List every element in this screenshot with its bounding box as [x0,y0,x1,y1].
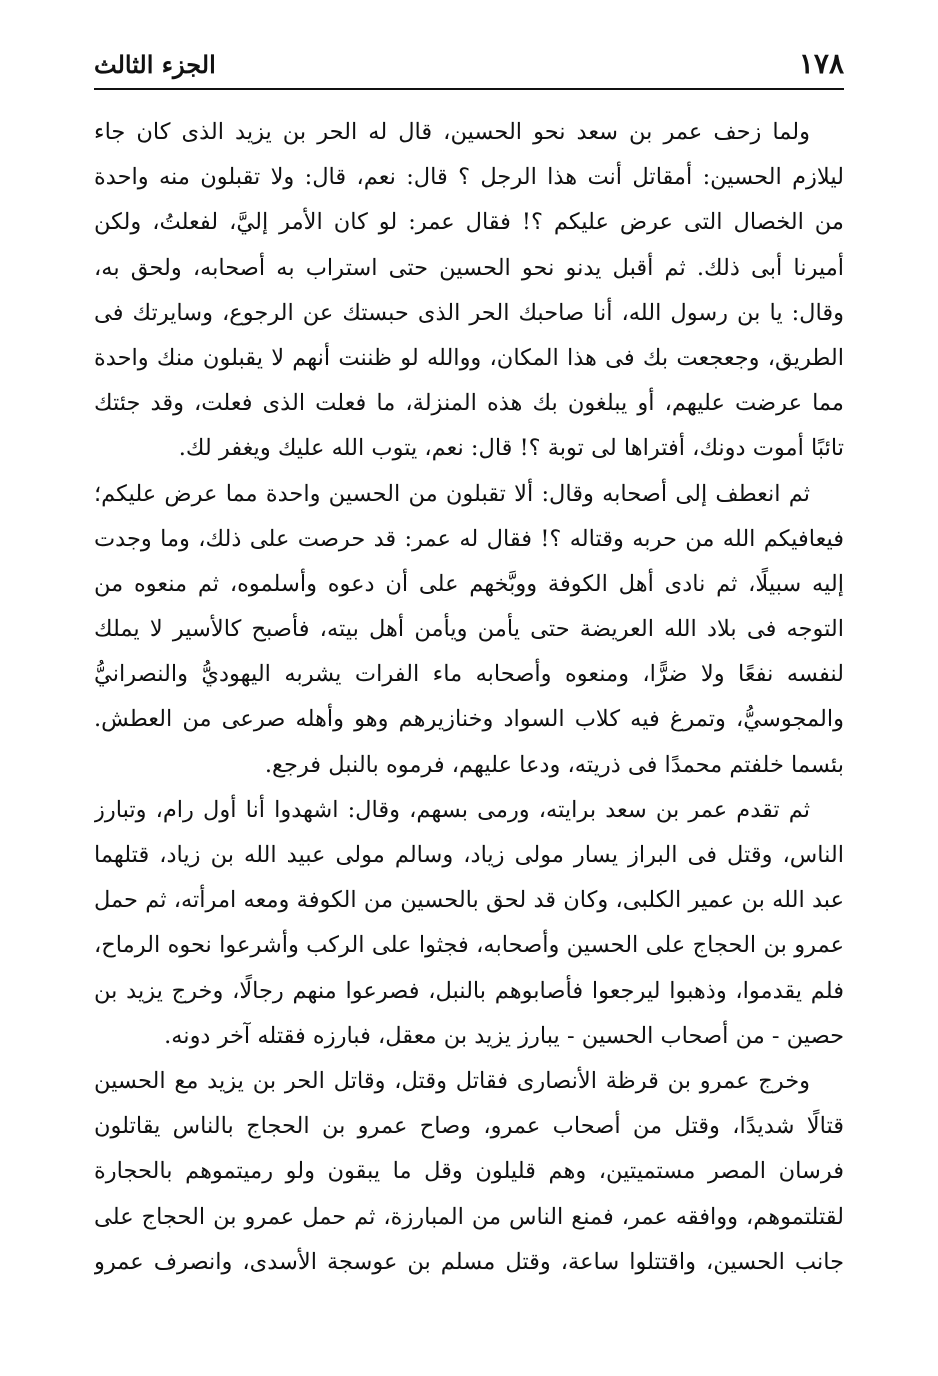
text-line: عبد الله بن عمير الكلبى، وكان قد لحق بالحسين من الكوفة ومعه امرأته، ثم حمل [94,887,844,914]
text-line: من الخصال التى عرض عليكم ؟! فقال عمر: لو كان الأمر إليَّ، لفعلتُ، ولكن [94,209,844,236]
page-number: ١٧٨ [798,47,844,80]
text-line: ثم تقدم عمر بن سعد برايته، ورمى بسهم، وقال: اشهدوا أنا أول رام، وتبارز [94,796,810,823]
text-line: لقتلتموهم، ووافقه عمر، فمنع الناس من المبارزة، ثم حمل عمرو بن الحجاج على [94,1203,844,1230]
text-line: مما عرضت عليهم، أو يبلغون بك هذه المنزلة، ما فعلت الذى فعلت، وقد جئتك [94,390,844,417]
text-line: قتالًا شديدًا، وقتل من أصحاب عمرو، وصاح عمرو بن الحجاج بالناس يقاتلون [94,1113,844,1140]
body-text [94,110,844,1285]
text-line: عمرو بن الحجاج على الحسين وأصحابه، فجثوا على الركب وأشرعوا نحوه الرماح، [94,932,844,959]
text-line: وقال: يا بن رسول الله، أنا صاحبك الحر الذى حبستك عن الرجوع، وسايرتك فى [94,299,844,326]
text-line: لنفسه نفعًا ولا ضرًّا، ومنعوه وأصحابه ماء الفرات يشربه اليهوديُّ والنصرانيُّ [94,661,844,688]
text-line: تائبًا أموت دونك، أفتراها لى توبة ؟! قال: نعم، يتوب الله عليك ويغفر لك. [178,435,844,462]
text-line: أميرنا أبى ذلك. ثم أقبل يدنو نحو الحسين حتى استراب به أصحابه، ولحق به، [94,254,844,281]
text-line: الطريق، وجعجعت بك فى هذا المكان، ووالله لو ظننت أنهم لا يقبلون منك واحدة [94,344,844,371]
text-line: ولما زحف عمر بن سعد نحو الحسين، قال له الحر بن يزيد الذى كان جاء [94,119,810,145]
text-line: وخرج عمرو بن قرظة الأنصارى فقاتل وقتل، وقاتل الحر بن يزيد مع الحسين [94,1067,810,1094]
text-line: حصين - من أصحاب الحسين - يبارز يزيد بن معقل، فبارزه فقتله آخر دونه. [164,1022,844,1049]
running-header [94,40,844,90]
text-line: التوجه فى بلاد الله العريضة حتى يأمن ويأمن أهل بيته، فأصبح كالأسير لا يملك [94,616,844,643]
text-line: فرسان المصر مستميتين، وهم قليلون وقل ما يبقون ولو رميتموهم بالحجارة [94,1158,844,1185]
text-line: ليلازم الحسين: أمقاتل أنت هذا الرجل ؟ قال: نعم، قال: ولا تقبلون منه واحدة [94,164,844,191]
text-line: فلم يقدموا، وذهبوا ليرجعوا فأصابوهم بالنبل، فصرعوا منهم رجالًا، وخرج يزيد بن [94,977,844,1004]
text-line: فيعافيكم الله من حربه وقتاله ؟! فقال له عمر: قد حرصت على ذلك، وما وجدت [94,525,844,552]
text-line: والمجوسيُّ، وتمرغ فيه كلاب السواد وخنازيرهم وهو وأهله صرعى من العطش. [94,706,844,733]
text-line: الناس، وقتل فى البراز يسار مولى زياد، وسالم مولى عبيد الله بن زياد، قتلهما [94,842,844,868]
text-line: جانب الحسين، واقتتلوا ساعة، وقتل مسلم بن عوسجة الأسدى، وانصرف عمرو [94,1248,844,1275]
text-line: إليه سبيلًا، ثم نادى أهل الكوفة ووبَّخهم على أن دعوه وأسلموه، ثم منعوه من [94,570,844,597]
text-line: بئسما خلفتم محمدًا فى ذريته، ودعا عليهم، فرموه بالنبل فرجع. [264,751,844,778]
text-line: ثم انعطف إلى أصحابه وقال: ألا تقبلون من الحسين واحدة مما عرض عليكم؛ [94,480,810,507]
header-title: الجزء الثالث [94,50,216,79]
